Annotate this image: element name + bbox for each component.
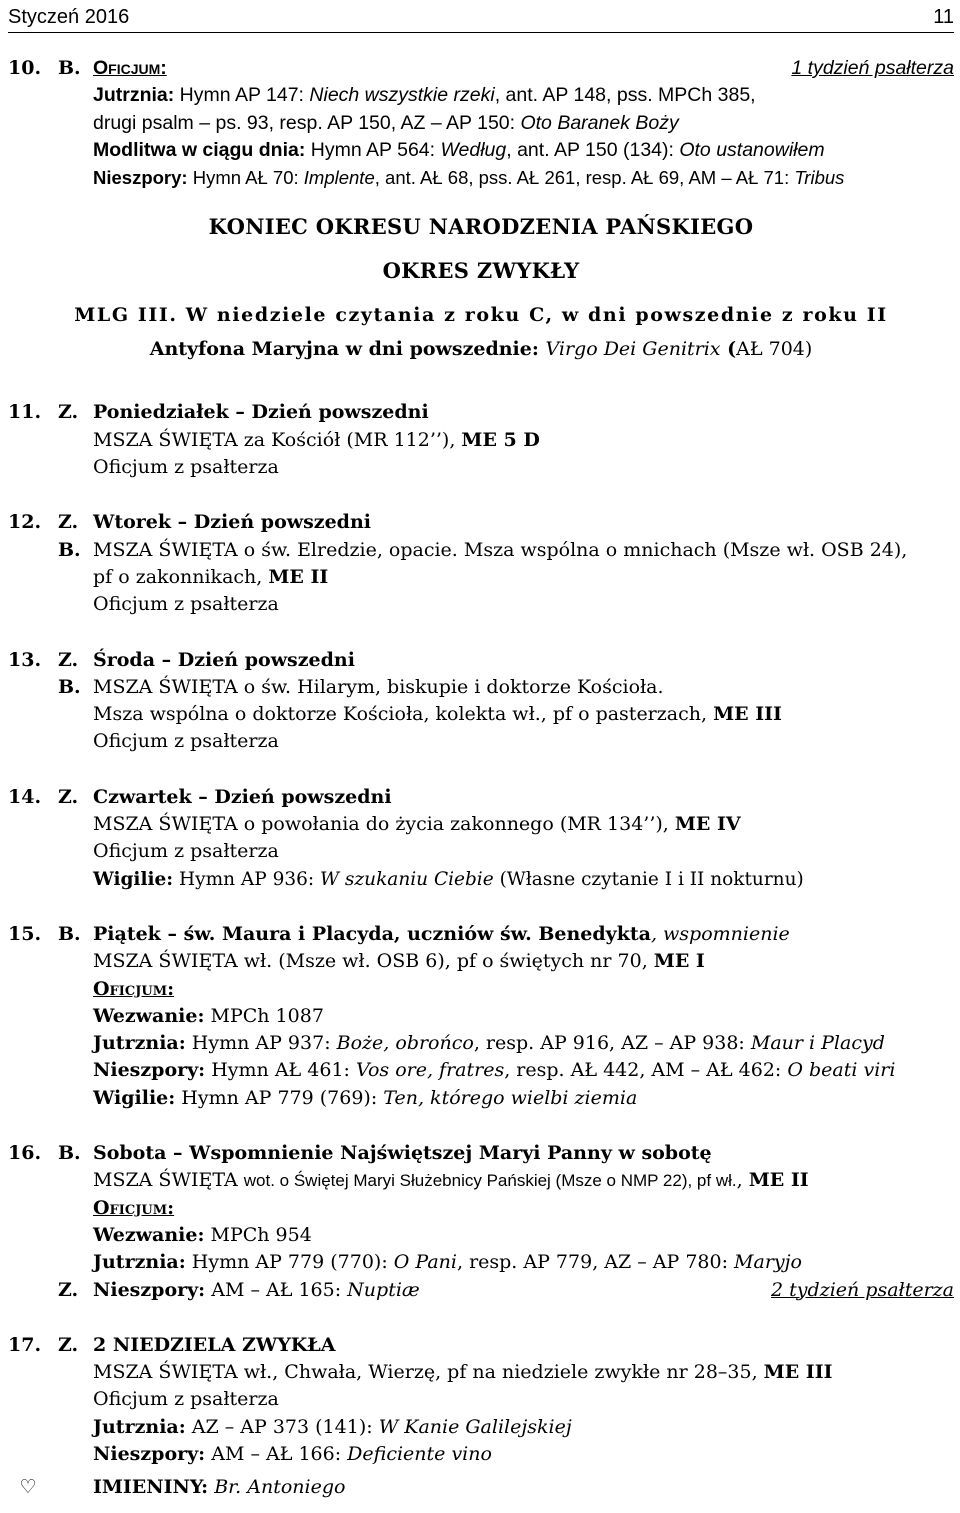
section-heading-koniec: KONIEC OKRESU NARODZENIA PAŃSKIEGO <box>208 214 754 240</box>
entry-line <box>8 164 954 191</box>
entry-14 <box>8 784 954 893</box>
entry-line <box>8 1030 954 1057</box>
entry-17 <box>8 1332 954 1502</box>
oficjum-label: Oficjum: <box>93 977 175 1000</box>
line-bold: ME II <box>748 1169 809 1192</box>
entry-title: Sobota – Wspomnienie Najświętszej Maryi Panny w sobotę <box>93 1142 712 1165</box>
line-italic: Deficiente vino <box>347 1442 492 1465</box>
line-text: , resp. AP 916, AZ – AP 938: <box>473 1032 751 1055</box>
title-text: Piątek – św. Maura i Placyda, uczniów św. Benedykta <box>93 922 651 945</box>
entry-day: 15. <box>8 922 42 945</box>
line-text: , ant. AP 148, pss. MPCh 385, <box>494 84 756 107</box>
line-italic: Vos ore, fratres <box>356 1059 505 1082</box>
line-text: Hymn AP 564: <box>305 138 441 161</box>
entry-line <box>8 1277 954 1304</box>
entry-color: Z. <box>58 785 79 808</box>
oficjum-label: Oficjum: <box>93 1196 175 1219</box>
line-text: drugi psalm – ps. 93, resp. AP 150, AZ – AP 150: <box>93 111 521 134</box>
entry-line <box>8 82 954 109</box>
line-label: Nieszpory: <box>93 167 188 189</box>
mlg-text: W niedziele czytania z roku C, w dni powszednie z roku II <box>185 304 888 327</box>
line-label: Jutrznia: <box>93 1251 186 1274</box>
line-bold: ME I <box>653 950 705 973</box>
entry-line: MSZA ŚWIĘTA o św. Elredzie, opacie. Msza wspólna o mnichach (Msze wł. OSB 24), <box>93 538 908 561</box>
antyfona-label: Antyfona Maryjna w dni powszednie: <box>149 338 546 361</box>
line-bold: ME III <box>763 1361 833 1384</box>
line-text: , ant. AŁ 68, pss. AŁ 261, resp. AŁ 69, AM – AŁ 71: <box>374 167 795 189</box>
entry-color: B. <box>58 57 81 79</box>
entry-day: 12. <box>8 511 42 534</box>
line-text: Hymn AP 779 (769): <box>175 1086 384 1109</box>
line-text: AZ – AP 373 (141): <box>185 1415 379 1438</box>
entry-color: Z. <box>58 511 79 534</box>
line-bold: ME 5 D <box>461 428 540 451</box>
line-text: AM – AŁ 166: <box>205 1442 348 1465</box>
line-italic: Ten, którego wielbi ziemia <box>383 1086 638 1109</box>
entry-16 <box>8 1140 954 1304</box>
antyfona-title: Virgo Dei Genitrix <box>545 338 721 361</box>
line-text: Hymn AŁ 70: <box>187 167 304 189</box>
entry-line <box>8 1085 954 1112</box>
entry-color: B. <box>58 922 81 945</box>
entry-line <box>8 976 954 1003</box>
antyfona-line <box>8 333 954 365</box>
line-text: MPCh 1087 <box>204 1004 324 1027</box>
line-label: Nieszpory: <box>93 1442 206 1465</box>
entry-color: B. <box>58 1142 81 1165</box>
entry-color: Z. <box>58 1333 79 1356</box>
entry-line <box>8 866 954 893</box>
entry-15 <box>8 921 954 1112</box>
entry-line <box>8 1359 954 1386</box>
line-text: Hymn AŁ 461: <box>205 1059 356 1082</box>
mlg-label: MLG III. <box>74 304 186 327</box>
line-text: MPCh 954 <box>204 1223 312 1246</box>
entry-color: Z. <box>58 401 79 424</box>
entry-line <box>8 1441 954 1468</box>
line-bold: ME IV <box>674 813 741 836</box>
header-title: Styczeń 2016 <box>8 6 130 28</box>
entry-line: Oficjum z psałterza <box>93 730 279 753</box>
line-italic: Maur i Placyd <box>750 1032 885 1055</box>
entry-line <box>8 1414 954 1441</box>
antyfona-ref: AŁ 704) <box>736 338 813 361</box>
line-text: Hymn AP 779 (770): <box>185 1251 394 1274</box>
entry-line <box>8 701 954 728</box>
line-italic: W szukaniu Ciebie <box>320 868 494 890</box>
entry-line: Oficjum z psałterza <box>93 840 279 863</box>
entry-color: B. <box>58 538 81 561</box>
line-text: MSZA ŚWIĘTA wł., Chwała, Wierzę, pf na niedziele zwykłe nr 28–35, <box>93 1361 764 1384</box>
entry-line <box>8 137 954 164</box>
entry-line <box>8 110 954 137</box>
line-label: Jutrznia: <box>93 84 175 107</box>
entry-day: 10. <box>8 57 42 79</box>
page-number: 11 <box>933 6 954 28</box>
line-text: Msza wspólna o doktorze Kościoła, kolekta wł., pf o pasterzach, <box>93 703 714 726</box>
line-label: Wezwanie: <box>93 1223 205 1246</box>
line-label: Jutrznia: <box>93 1032 186 1055</box>
entry-11 <box>8 399 954 481</box>
entry-line <box>8 55 954 82</box>
line-label: Nieszpory: <box>93 1278 206 1301</box>
line-label: Modlitwa w ciągu dnia: <box>93 138 306 161</box>
line-label: Jutrznia: <box>93 1415 186 1438</box>
line-italic: Niech wszystkie rzeki <box>309 84 495 107</box>
line-italic: O Pani <box>393 1251 457 1274</box>
entry-line <box>8 1222 954 1249</box>
entry-line <box>8 427 954 454</box>
line-text: Hymn AP 147: <box>174 84 310 107</box>
line-italic: Implente <box>303 167 375 189</box>
week-label: 2 tydzień psałterza <box>771 1278 954 1301</box>
line-bold: ME III <box>713 703 782 726</box>
entry-title: Wtorek – Dzień powszedni <box>93 511 371 534</box>
entry-line <box>8 1249 954 1276</box>
line-text: MSZA ŚWIĘTA <box>93 1169 244 1192</box>
entry-line <box>8 811 954 838</box>
entry-line <box>8 1474 954 1501</box>
line-text: , resp. AŁ 442, AM – AŁ 462: <box>504 1059 788 1082</box>
entry-day: 14. <box>8 785 42 808</box>
entry-line <box>8 948 954 975</box>
entry-line: Oficjum z psałterza <box>93 593 279 616</box>
line-italic: W Kanie Galilejskiej <box>378 1415 572 1438</box>
entry-line <box>8 1003 954 1030</box>
heart-icon: ♡ <box>19 1476 37 1499</box>
line-text: MSZA ŚWIĘTA wł. (Msze wł. OSB 6), pf o świętych nr 70, <box>93 950 654 973</box>
entry-sub <box>8 1277 954 1304</box>
entry-12 <box>8 509 954 618</box>
line-label: Nieszpory: <box>93 1059 206 1082</box>
line-text-small: wot. o Świętej Maryi Służebnicy Pańskiej (Msze o NMP 22), pf wł. <box>243 1171 737 1191</box>
entry-sub <box>8 1474 954 1501</box>
entry-10 <box>8 55 954 191</box>
entry-day: 11. <box>8 401 42 424</box>
entry-line <box>8 1195 954 1222</box>
mlg-line <box>8 299 954 331</box>
week-label: 1 tydzień psałterza <box>791 57 954 79</box>
page-header <box>8 0 954 33</box>
entry-sub <box>8 674 954 701</box>
entry-13 <box>8 647 954 756</box>
entry-line <box>8 1057 954 1084</box>
line-italic: Maryjo <box>734 1251 802 1274</box>
line-text: , <box>736 1169 749 1192</box>
title-rank: , wspomnienie <box>650 922 790 945</box>
line-text: pf o zakonnikach, <box>93 565 269 588</box>
entry-color: Z. <box>58 648 79 671</box>
entry-line: MSZA ŚWIĘTA o św. Hilarym, biskupie i doktorze Kościoła. <box>93 675 664 698</box>
line-italic: Tribus <box>794 167 845 189</box>
line-label: Wigilie: <box>93 1086 176 1109</box>
line-italic: Według <box>440 138 507 161</box>
entry-line: Oficjum z psałterza <box>93 456 279 479</box>
entry-line <box>8 564 954 591</box>
line-text: (Własne czytanie I i II nokturnu) <box>493 868 804 890</box>
section-heading-okres: OKRES ZWYKŁY <box>382 258 580 284</box>
entry-sub <box>8 537 954 564</box>
line-bold: ME II <box>268 565 329 588</box>
entry-title <box>8 921 954 948</box>
line-text: MSZA ŚWIĘTA o powołania do życia zakonnego (MR 134’’), <box>93 813 675 836</box>
entry-color: B. <box>58 675 81 698</box>
line-label: Wezwanie: <box>93 1004 205 1027</box>
entry-color: Z. <box>58 1278 79 1301</box>
antyfona-paren: ( <box>720 338 737 361</box>
line-text: Hymn AP 937: <box>185 1032 337 1055</box>
line-text: , resp. AP 779, AZ – AP 780: <box>456 1251 735 1274</box>
line-italic: Br. Antoniego <box>208 1476 346 1499</box>
line-label: Wigilie: <box>93 868 174 890</box>
entry-title: Poniedziałek – Dzień powszedni <box>93 401 429 424</box>
line-text: , ant. AP 150 (134): <box>506 138 680 161</box>
line-text: MSZA ŚWIĘTA za Kościół (MR 112’’), <box>93 428 462 451</box>
oficjum-label: Oficjum: <box>93 57 167 79</box>
entry-line: Oficjum z psałterza <box>93 1388 279 1411</box>
document-page <box>8 0 954 1502</box>
entry-day: 16. <box>8 1142 42 1165</box>
line-italic: Oto ustanowiłem <box>679 138 825 161</box>
entry-day: 17. <box>8 1333 42 1356</box>
line-text: AM – AŁ 165: <box>205 1278 348 1301</box>
line-italic: Nuptiæ <box>347 1278 420 1301</box>
entry-title: 2 NIEDZIELA ZWYKŁA <box>93 1333 336 1356</box>
line-italic: Boże, obrońco <box>336 1032 474 1055</box>
entry-title: Czwartek – Dzień powszedni <box>93 785 392 808</box>
entry-title: Środa – Dzień powszedni <box>93 648 355 671</box>
line-text: Hymn AP 936: <box>173 868 321 890</box>
entry-day: 13. <box>8 648 42 671</box>
entry-line <box>8 1167 954 1194</box>
line-italic: O beati viri <box>787 1059 896 1082</box>
line-label: IMIENINY: <box>93 1476 209 1499</box>
line-italic: Oto Baranek Boży <box>520 111 679 134</box>
